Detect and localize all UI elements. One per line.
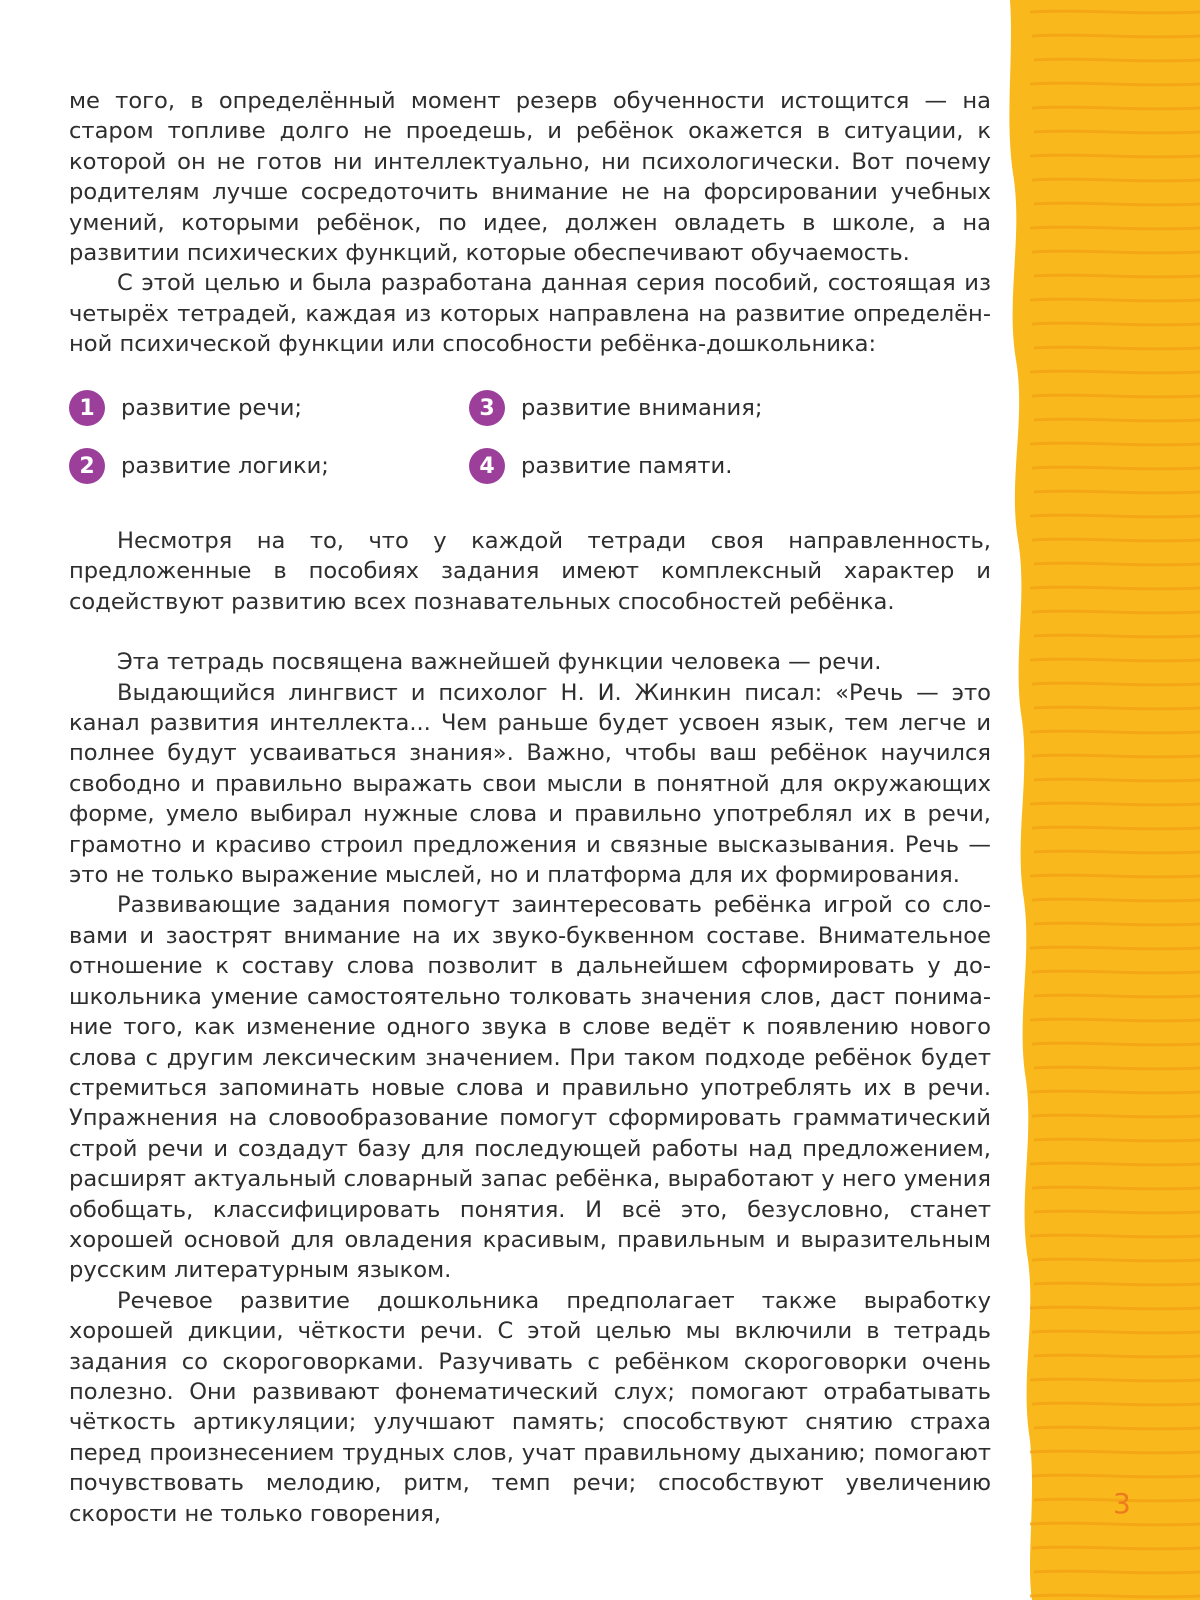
stripe-brush-line — [1032, 35, 1200, 37]
stripe-brush-line — [1032, 107, 1200, 109]
stripe-brush-line — [1030, 443, 1200, 445]
stripe-brush-line — [1034, 131, 1200, 133]
number-badge: 4 — [469, 448, 505, 484]
paragraph-intro-continued: ме того, в определённый момент резерв обученности истощится — на старом топливе долго не проедешь, и ребёнок окажется в ситуации, к которой он не готов ни интеллектуально, ни психологически. Вот почему родителям лучше сосредоточить внимание не на форсировании учебных умений, которыми ребёнок, по идее, должен овладеть в школе, а на развитии психических функций, которые обеспечивают обучаемость. — [69, 88, 991, 267]
paragraph-tongue-twisters: Речевое развитие дошкольника предполагает также выработку хорошей дикции, чёткости речи. С этой целью мы включили в тетрадь задания со скороговорками. Разучивать с ребёнком скороговорки очень полезно. Они развивают фонематический слух; помогают отрабатывать чёткость артикуляции; улучшают память; способствуют снятию страха перед произнесением трудных слов, учат правильному дыханию; помогают почувствовать мелодию, ритм, темп речи; способствуют увеличению скорости не только говорения, — [69, 1287, 991, 1527]
stripe-brush-line — [1034, 491, 1200, 493]
stripe-brush-line — [1034, 419, 1200, 421]
list-item — [69, 390, 302, 426]
stripe-brush-line — [1030, 155, 1200, 157]
stripe-brush-line — [1034, 275, 1200, 277]
notebook-list — [69, 390, 969, 500]
stripe-brush-line — [1034, 1571, 1200, 1573]
stripe-brush-line — [1030, 11, 1200, 13]
stripe-brush-line — [1030, 1451, 1200, 1453]
stripe-brush-line — [1034, 707, 1200, 709]
stripe-brush-line — [1030, 371, 1200, 373]
page-number: 3 — [1113, 1487, 1131, 1520]
stripe-brush-line — [1034, 1139, 1200, 1141]
stripe-brush-line — [1032, 1403, 1200, 1405]
stripe-brush-line — [1030, 515, 1200, 517]
stripe-brush-line — [1032, 1043, 1200, 1045]
stripe-brush-line — [1034, 779, 1200, 781]
stripe-brush-line — [1032, 1547, 1200, 1549]
stripe-brush-line — [1030, 947, 1200, 949]
stripe-brush-line — [1032, 683, 1200, 685]
list-item-label: развитие памяти. — [521, 453, 733, 479]
stripe-brush-line — [1032, 539, 1200, 541]
stripe-brush-line — [1032, 1115, 1200, 1117]
decorative-orange-stripe — [1000, 0, 1200, 1600]
stripe-brush-line — [1034, 1211, 1200, 1213]
stripe-brush-line — [1030, 1091, 1200, 1093]
main-text — [69, 86, 991, 360]
stripe-brush-line — [1032, 395, 1200, 397]
stripe-brush-line — [1032, 179, 1200, 181]
list-item — [469, 448, 732, 484]
list-item — [69, 448, 329, 484]
stripe-brush-line — [1030, 1019, 1200, 1021]
stripe-brush-line — [1030, 1379, 1200, 1381]
stripe-brush-line — [1030, 1235, 1200, 1237]
number-badge: 1 — [69, 390, 105, 426]
stripe-brush-line — [1032, 971, 1200, 973]
stripe-brush-line — [1032, 251, 1200, 253]
list-item — [469, 390, 762, 426]
stripe-brush-line — [1030, 299, 1200, 301]
stripe-brush-line — [1030, 1595, 1200, 1597]
list-item-label: развитие внимания; — [521, 395, 763, 421]
list-item-label: развитие речи; — [121, 395, 303, 421]
main-text-continued — [69, 526, 991, 1529]
stripe-brush-line — [1032, 1187, 1200, 1189]
stripe-brush-line — [1030, 1163, 1200, 1165]
paragraph-tasks: Развивающие задания помогут заинтересовать ребёнка игрой со словами и заострят внимание на их звуко-буквенном составе. Внимательное отношение к составу слова позволит в дальнейшем сформировать у дошкольника умение самостоятельно толковать значения слов, даст понимание того, как изменение одного звука в слове ведёт к появлению нового слова с другим лексическим значением. При таком подходе ребёнок будет стремиться запоминать новые слова и правильно употреблять их в речи. Упражнения на словообразование помогут сформировать грамматический строй речи и создадут базу для последующей работы над предложением, расширят актуальный словарный запас ребёнка, выработают у него умения обобщать, классифицировать понятия. И всё это, безусловно, станет хорошей основой для овладения красивым, правильным и выразительным русским литературным языком. — [69, 892, 991, 1284]
stripe-brush-line — [1030, 731, 1200, 733]
stripe-brush-line — [1034, 851, 1200, 853]
stripe-brush-line — [1034, 59, 1200, 61]
paragraph-complex: Несмотря на то, что у каждой тетради своя направленность, предложенные в пособиях задания имеют комплексный характер и содействуют развитию всех познавательных способностей ребёнка. — [69, 528, 991, 615]
stripe-brush-line — [1032, 827, 1200, 829]
stripe-brush-line — [1030, 1307, 1200, 1309]
stripe-brush-line — [1034, 203, 1200, 205]
list-item-label: развитие логики; — [121, 453, 329, 479]
number-badge: 2 — [69, 448, 105, 484]
stripe-brush-line — [1034, 635, 1200, 637]
paragraph-zhinkin-quote: Выдающийся лингвист и психолог Н. И. Жинкин писал: «Речь — это канал развития интеллекта... Чем раньше будет усвоен язык, тем легче и полнее будут усваиваться знания». Важно, чтобы ваш ребёнок научился свободно и правильно выражать свои мысли в понятной для окружающих форме, умело выбирал нужные слова и правильно употреблял их в речи, грамотно и красиво строил предложения и связные высказывания. Речь — это не только выражение мыслей, но и платформа для их формирования. — [69, 679, 991, 889]
stripe-brush-line — [1034, 1355, 1200, 1357]
stripe-brush-line — [1034, 1283, 1200, 1285]
stripe-brush-line — [1032, 899, 1200, 901]
stripe-brush-line — [1030, 875, 1200, 877]
stripe-brush-line — [1030, 227, 1200, 229]
stripe-brush-line — [1032, 611, 1200, 613]
stripe-brush-line — [1032, 1475, 1200, 1477]
stripe-brush-line — [1034, 347, 1200, 349]
stripe-brush-line — [1034, 995, 1200, 997]
stripe-brush-line — [1030, 587, 1200, 589]
stripe-brush-line — [1030, 659, 1200, 661]
paragraph-series: С этой целью и была разработана данная серия пособий, состоящая из четырёх тетрадей, каждая из которых направлена на развитие определённой психической функции или способности ребёнка-дошкольника: — [69, 270, 991, 358]
stripe-brush-line — [1032, 1331, 1200, 1333]
stripe-brush-line — [1030, 803, 1200, 805]
paragraph-speech-intro: Эта тетрадь посвящена важнейшей функции человека — речи. — [117, 649, 882, 676]
stripe-brush-line — [1034, 1427, 1200, 1429]
number-badge: 3 — [469, 390, 505, 426]
stripe-brush-line — [1032, 323, 1200, 325]
stripe-brush-line — [1030, 83, 1200, 85]
stripe-brush-line — [1034, 923, 1200, 925]
stripe-brush-line — [1034, 1067, 1200, 1069]
stripe-brush-line — [1030, 1523, 1200, 1525]
stripe-brush-line — [1032, 467, 1200, 469]
stripe-brush-line — [1032, 1259, 1200, 1261]
stripe-brush-line — [1032, 755, 1200, 757]
stripe-brush-line — [1034, 563, 1200, 565]
